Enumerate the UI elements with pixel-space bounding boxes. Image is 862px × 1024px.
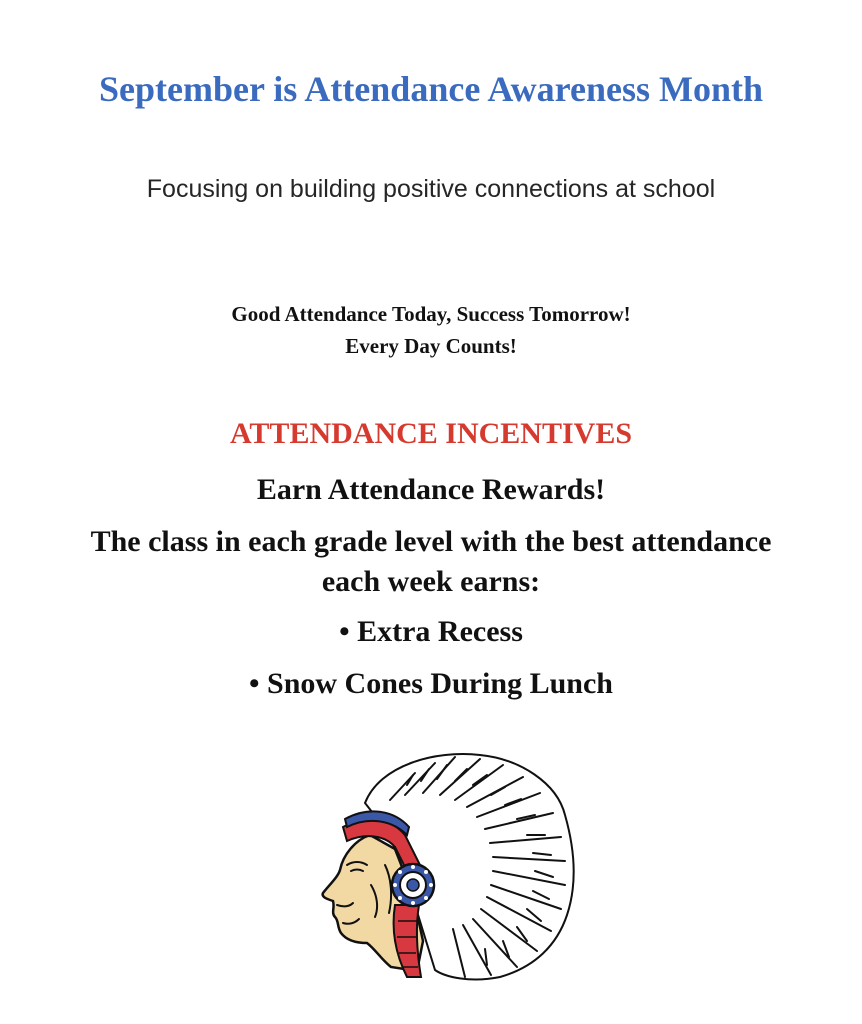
rewards-criteria: The class in each grade level with the best attendance each week earns: xyxy=(90,525,772,598)
reward-item-extra-recess: • Extra Recess xyxy=(339,615,523,648)
rewards-line: Earn Attendance Rewards! xyxy=(256,473,606,506)
reward-item-snow-cones: • Snow Cones During Lunch xyxy=(249,667,613,700)
slogan xyxy=(100,298,762,362)
slogan-line-2: Every Day Counts! xyxy=(345,334,517,358)
incentives-heading: ATTENDANCE INCENTIVES xyxy=(229,417,633,450)
headdress-mascot-icon xyxy=(295,745,585,985)
slogan-line-1: Good Attendance Today, Success Tomorrow! xyxy=(231,302,631,326)
page-title: September is Attendance Awareness Month xyxy=(99,69,763,109)
page-subtitle: Focusing on building positive connections at school xyxy=(146,175,716,203)
reward-list xyxy=(80,612,782,716)
